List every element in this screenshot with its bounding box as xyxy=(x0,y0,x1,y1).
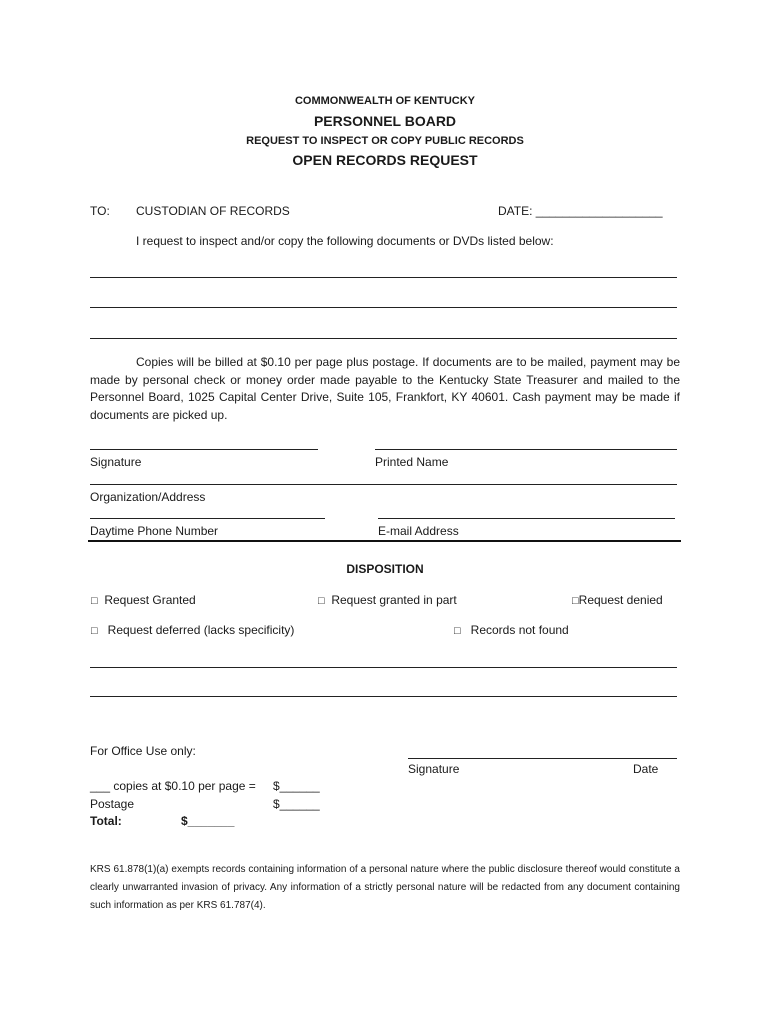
checkbox-icon[interactable]: □ xyxy=(454,625,461,637)
phone-label: Daytime Phone Number xyxy=(90,524,219,538)
option-request-denied[interactable] xyxy=(572,593,663,607)
checkbox-icon[interactable]: □ xyxy=(91,595,98,607)
signature-label: Signature xyxy=(90,455,142,469)
option-label: Request deferred (lacks specificity) xyxy=(107,623,295,637)
option-label: Request Granted xyxy=(104,593,196,607)
privacy-footnote: KRS 61.878(1)(a) exempts records containing information of a personal nature where the public disclosure thereof would constitute a clearly unwarranted invasion of privacy. Any information of a strictly personal nature will be redacted from any document containing such information as per KRS 61.787(4). xyxy=(90,864,680,911)
option-request-granted[interactable] xyxy=(91,593,196,607)
option-label: Request granted in part xyxy=(331,593,457,607)
to-custodian: CUSTODIAN OF RECORDS xyxy=(136,204,290,218)
section-divider xyxy=(88,540,681,542)
header-commonwealth: COMMONWEALTH OF KENTUCKY xyxy=(294,95,476,107)
disposition-title: DISPOSITION xyxy=(346,562,424,576)
option-label: Request denied xyxy=(578,593,663,607)
header-personnel-board: PERSONNEL BOARD xyxy=(313,113,457,129)
copies-amount[interactable]: $______ xyxy=(273,779,320,793)
option-granted-in-part[interactable] xyxy=(318,593,457,607)
postage-amount[interactable]: $______ xyxy=(273,797,320,811)
office-use-title: For Office Use only: xyxy=(90,744,196,758)
total-label: Total: xyxy=(90,814,122,828)
office-signature-line[interactable] xyxy=(408,758,677,759)
checkbox-icon[interactable]: □ xyxy=(572,595,579,607)
organization-label: Organization/Address xyxy=(90,490,206,504)
copies-line[interactable]: ___ copies at $0.10 per page = xyxy=(90,779,256,793)
printed-name-line[interactable] xyxy=(375,449,677,450)
request-line-2[interactable] xyxy=(90,307,677,308)
request-line-3[interactable] xyxy=(90,338,677,339)
disposition-note-line-2[interactable] xyxy=(90,696,677,697)
request-intro: I request to inspect and/or copy the following documents or DVDs listed below: xyxy=(136,234,554,248)
postage-label: Postage xyxy=(90,797,135,811)
page-title: OPEN RECORDS REQUEST xyxy=(292,152,478,168)
organization-line[interactable] xyxy=(90,484,677,485)
office-signature-label: Signature xyxy=(408,762,460,776)
option-request-deferred[interactable] xyxy=(91,623,294,637)
billing-paragraph: Copies will be billed at $0.10 per page plus postage. If documents are to be mailed, payment may be made by personal check or money order made payable to the Kentucky State Treasurer and mailed to the Personnel Board, 1025 Capital Center Drive, Suite 105, Frankfort, KY 40601. Cash payment may be made if documents are picked up. xyxy=(90,355,680,422)
phone-line[interactable] xyxy=(90,518,325,519)
request-line-1[interactable] xyxy=(90,277,677,278)
to-label: TO: xyxy=(90,204,110,218)
email-line[interactable] xyxy=(378,518,675,519)
signature-line[interactable] xyxy=(90,449,318,450)
email-label: E-mail Address xyxy=(378,524,459,538)
header-request-subtitle: REQUEST TO INSPECT OR COPY PUBLIC RECORDS xyxy=(246,135,524,147)
option-records-not-found[interactable] xyxy=(454,623,569,637)
disposition-note-line-1[interactable] xyxy=(90,667,677,668)
date-field[interactable]: DATE: ___________________ xyxy=(498,204,663,218)
checkbox-icon[interactable]: □ xyxy=(91,625,98,637)
option-label: Records not found xyxy=(470,623,569,637)
printed-name-label: Printed Name xyxy=(375,455,449,469)
total-amount[interactable]: $_______ xyxy=(181,814,235,828)
checkbox-icon[interactable]: □ xyxy=(318,595,325,607)
office-date-label: Date xyxy=(633,762,659,776)
